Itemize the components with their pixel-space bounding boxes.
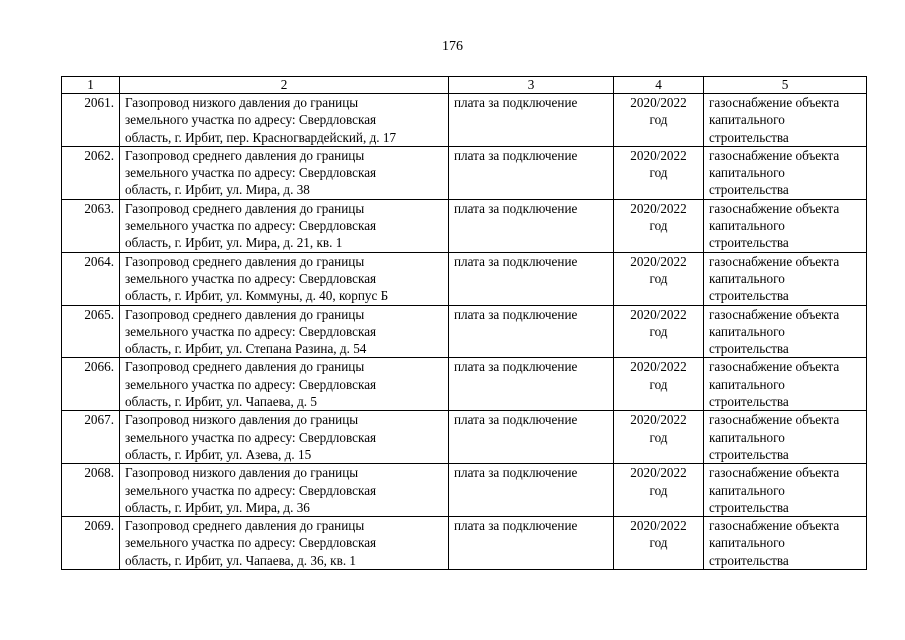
- table-row: [62, 411, 867, 464]
- object-description-cell-line: область, г. Ирбит, ул. Мира, д. 21, кв. 1: [125, 235, 343, 251]
- purpose-cell-line: газоснабжение объекта: [709, 253, 840, 269]
- purpose-cell: [704, 146, 867, 199]
- purpose-cell-line: строительства: [709, 446, 789, 462]
- period-cell-line: год: [649, 535, 668, 551]
- object-description-cell-line: Газопровод среднего давления до границы: [125, 359, 365, 375]
- period-cell-line: 2020/2022: [630, 465, 687, 481]
- purpose-cell-line: строительства: [709, 394, 789, 410]
- object-description-cell-line: область, г. Ирбит, пер. Красногвардейский, д. 17: [125, 129, 397, 145]
- purpose-cell-line: строительства: [709, 235, 789, 251]
- period-cell-line: год: [649, 165, 668, 181]
- period-cell-line: год: [649, 323, 668, 339]
- purpose-cell-line: строительства: [709, 499, 789, 515]
- period-cell-line: 2020/2022: [630, 306, 687, 322]
- object-description-cell-line: Газопровод среднего давления до границы: [125, 306, 365, 322]
- object-description-cell: [120, 358, 449, 411]
- object-description-cell: [120, 517, 449, 570]
- column-header-4: 4: [614, 77, 704, 94]
- purpose-cell: [704, 517, 867, 570]
- period-cell-line: 2020/2022: [630, 412, 687, 428]
- row-number-cell: 2061.: [62, 94, 120, 147]
- object-description-cell: [120, 411, 449, 464]
- period-cell-line: год: [649, 482, 668, 498]
- period-cell: [614, 411, 704, 464]
- table-header: [62, 77, 867, 94]
- row-number-cell: 2067.: [62, 411, 120, 464]
- funding-source-cell: плата за подключение: [449, 252, 614, 305]
- period-cell-line: год: [649, 429, 668, 445]
- row-number-cell: 2064.: [62, 252, 120, 305]
- row-number-cell: 2062.: [62, 146, 120, 199]
- purpose-cell-line: капитального: [709, 376, 785, 392]
- period-cell: [614, 517, 704, 570]
- table-body: [62, 94, 867, 570]
- object-description-cell-line: земельного участка по адресу: Свердловская: [125, 376, 377, 392]
- period-cell: [614, 252, 704, 305]
- purpose-cell: [704, 305, 867, 358]
- object-description-cell-line: земельного участка по адресу: Свердловская: [125, 482, 377, 498]
- period-cell: [614, 146, 704, 199]
- object-description-cell-line: область, г. Ирбит, ул. Чапаева, д. 5: [125, 394, 317, 410]
- period-cell-line: 2020/2022: [630, 359, 687, 375]
- purpose-cell-line: газоснабжение объекта: [709, 412, 840, 428]
- column-header-5: 5: [704, 77, 867, 94]
- purpose-cell-line: строительства: [709, 552, 789, 568]
- table-row: [62, 94, 867, 147]
- funding-source-cell: плата за подключение: [449, 199, 614, 252]
- object-description-cell: [120, 94, 449, 147]
- object-description-cell-line: область, г. Ирбит, ул. Азева, д. 15: [125, 446, 312, 462]
- object-description-cell-line: Газопровод низкого давления до границы: [125, 465, 359, 481]
- object-description-cell-line: земельного участка по адресу: Свердловская: [125, 218, 377, 234]
- object-description-cell-line: область, г. Ирбит, ул. Мира, д. 36: [125, 499, 310, 515]
- table-row: [62, 358, 867, 411]
- object-description-cell-line: область, г. Ирбит, ул. Степана Разина, д. 54: [125, 341, 367, 357]
- purpose-cell-line: капитального: [709, 270, 785, 286]
- table-row: [62, 199, 867, 252]
- object-description-cell-line: Газопровод среднего давления до границы: [125, 200, 365, 216]
- object-description-cell-line: Газопровод низкого давления до границы: [125, 95, 359, 110]
- object-description-cell-line: земельного участка по адресу: Свердловская: [125, 323, 377, 339]
- object-description-cell-line: земельного участка по адресу: Свердловская: [125, 270, 377, 286]
- column-header-1: 1: [62, 77, 120, 94]
- period-cell-line: 2020/2022: [630, 95, 687, 110]
- funding-source-cell: плата за подключение: [449, 305, 614, 358]
- period-cell: [614, 358, 704, 411]
- purpose-cell-line: капитального: [709, 429, 785, 445]
- purpose-cell-line: капитального: [709, 323, 785, 339]
- object-description-cell: [120, 305, 449, 358]
- table-row: [62, 252, 867, 305]
- row-number-cell: 2063.: [62, 199, 120, 252]
- row-number-cell: 2068.: [62, 464, 120, 517]
- purpose-cell: [704, 252, 867, 305]
- purpose-cell-line: капитального: [709, 112, 785, 128]
- period-cell-line: год: [649, 218, 668, 234]
- purpose-cell-line: строительства: [709, 129, 789, 145]
- purpose-cell-line: капитального: [709, 165, 785, 181]
- purpose-cell-line: газоснабжение объекта: [709, 200, 840, 216]
- purpose-cell: [704, 199, 867, 252]
- row-number-cell: 2066.: [62, 358, 120, 411]
- period-cell-line: год: [649, 376, 668, 392]
- period-cell-line: 2020/2022: [630, 147, 687, 163]
- table-row: [62, 305, 867, 358]
- funding-source-cell: плата за подключение: [449, 358, 614, 411]
- object-description-cell: [120, 464, 449, 517]
- period-cell-line: год: [649, 112, 668, 128]
- table-row: [62, 146, 867, 199]
- object-description-cell: [120, 146, 449, 199]
- object-description-cell-line: область, г. Ирбит, ул. Мира, д. 38: [125, 182, 310, 198]
- object-description-cell-line: земельного участка по адресу: Свердловская: [125, 429, 377, 445]
- object-description-cell-line: Газопровод среднего давления до границы: [125, 518, 365, 534]
- purpose-cell: [704, 464, 867, 517]
- purpose-cell: [704, 358, 867, 411]
- header-row: [62, 77, 867, 94]
- purpose-cell: [704, 94, 867, 147]
- object-description-cell-line: земельного участка по адресу: Свердловская: [125, 165, 377, 181]
- purpose-cell-line: строительства: [709, 341, 789, 357]
- period-cell-line: 2020/2022: [630, 200, 687, 216]
- period-cell-line: 2020/2022: [630, 253, 687, 269]
- row-number-cell: 2069.: [62, 517, 120, 570]
- purpose-cell-line: капитального: [709, 218, 785, 234]
- purpose-cell-line: газоснабжение объекта: [709, 147, 840, 163]
- period-cell: [614, 305, 704, 358]
- purpose-cell-line: газоснабжение объекта: [709, 518, 840, 534]
- table-row: [62, 464, 867, 517]
- object-description-cell-line: Газопровод низкого давления до границы: [125, 412, 359, 428]
- period-cell-line: год: [649, 270, 668, 286]
- purpose-cell-line: капитального: [709, 482, 785, 498]
- purpose-cell-line: строительства: [709, 288, 789, 304]
- object-description-cell-line: область, г. Ирбит, ул. Чапаева, д. 36, кв. 1: [125, 552, 357, 568]
- purpose-cell: [704, 411, 867, 464]
- period-cell-line: 2020/2022: [630, 518, 687, 534]
- column-header-3: 3: [449, 77, 614, 94]
- purpose-cell-line: газоснабжение объекта: [709, 359, 840, 375]
- funding-source-cell: плата за подключение: [449, 517, 614, 570]
- purpose-cell-line: газоснабжение объекта: [709, 465, 840, 481]
- period-cell: [614, 199, 704, 252]
- object-description-cell-line: земельного участка по адресу: Свердловская: [125, 535, 377, 551]
- funding-source-cell: плата за подключение: [449, 146, 614, 199]
- funding-source-cell: плата за подключение: [449, 94, 614, 147]
- object-description-cell: [120, 252, 449, 305]
- row-number-cell: 2065.: [62, 305, 120, 358]
- purpose-cell-line: газоснабжение объекта: [709, 306, 840, 322]
- object-description-cell: [120, 199, 449, 252]
- purpose-cell-line: газоснабжение объекта: [709, 95, 840, 110]
- page-number: 176: [442, 39, 463, 54]
- funding-source-cell: плата за подключение: [449, 411, 614, 464]
- object-description-cell-line: Газопровод среднего давления до границы: [125, 147, 365, 163]
- register-table: [61, 76, 867, 570]
- period-cell: [614, 94, 704, 147]
- object-description-cell-line: земельного участка по адресу: Свердловская: [125, 112, 377, 128]
- purpose-cell-line: капитального: [709, 535, 785, 551]
- table-row: [62, 517, 867, 570]
- purpose-cell-line: строительства: [709, 182, 789, 198]
- object-description-cell-line: область, г. Ирбит, ул. Коммуны, д. 40, корпус Б: [125, 288, 389, 304]
- funding-source-cell: плата за подключение: [449, 464, 614, 517]
- column-header-2: 2: [120, 77, 449, 94]
- object-description-cell-line: Газопровод среднего давления до границы: [125, 253, 365, 269]
- period-cell: [614, 464, 704, 517]
